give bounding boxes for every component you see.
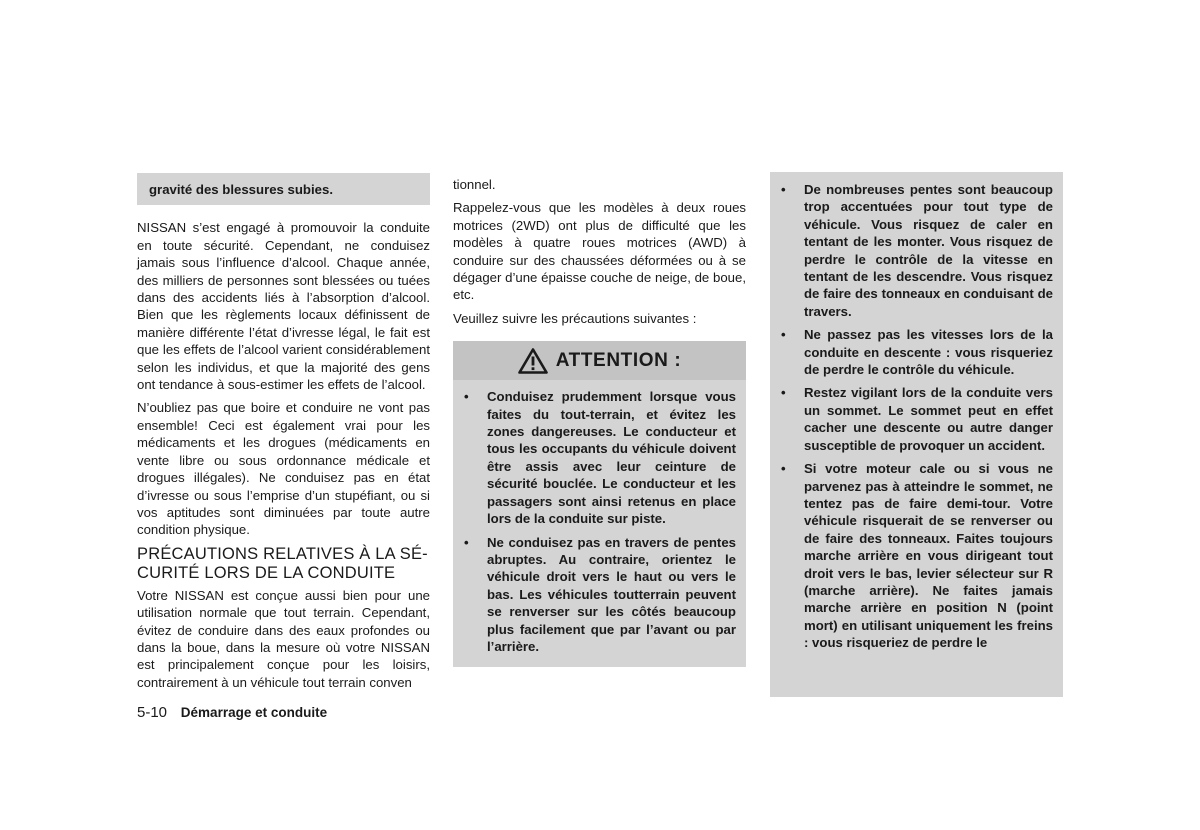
warning-header [453,341,746,380]
warning-title: ATTENTION : [555,350,682,372]
alcohol-paragraph: NISSAN s’est engagé à promouvoir la conduite en toute sécurité. Cependant, ne conduisez jamais sous l’influence d’alcool. Chaque année, des milliers de personnes sont blessées ou tuées dans des accidents liés à l’absorption d’alcool. Bien que les règlements locaux définissent de manière différente l’état d’ivresse légal, le fait est que les effets de l’alcool varient considérablement selon les individus, et que la majorité des gens ont tendance à sous-estimer les effets de l’alcool. [137,220,430,393]
offroad-intro-paragraph: Votre NISSAN est conçue aussi bien pour une utilisation normale que tout terrain. Cependant, évitez de conduire dans des eaux profondes ou dans la boue, dans la mesure où votre NISSAN est principalement conçue pour les loisirs, contrairement à un véhicule tout terrain conven [137,587,430,690]
left-column [137,173,430,697]
precautions-intro: Veuillez suivre les précautions suivantes : [453,310,697,326]
right-column-warning-box [770,172,1063,697]
list-item: • Conduisez prudemment lorsque vous faites du tout-terrain, et évitez les zones dangereuses. Le conducteur et tous les occupants du véhicule doivent être assis avec leur ceinture de sécurité bouclée. Le conducteur et les passagers sont ainsi retenus en place lors de la conduite sur piste. [453,388,736,527]
list-item: • Ne passez pas les vitesses lors de la conduite en descente : vous risqueriez de perdre le contrôle du véhicule. [770,326,1053,378]
page-number: 5-10 [137,704,168,721]
warning-triangle-icon [518,348,548,374]
continued-paragraph: tionnel. [453,177,496,192]
drugs-paragraph: N’oubliez pas que boire et conduire ne vont pas ensemble! Ceci est également vrai pour les médicaments et les drogues (médicaments en vente libre ou sous ordonnance médicale et drogues illégales). Ne conduisez pas en état d’ivresse ou sous l’emprise d’un stupéfiant, ou si vos aptitudes sont diminuées par toute autre condition physique. [137,400,430,538]
list-item: • De nombreuses pentes sont beaucoup trop accentuées pour tout type de véhicule. Vous risquez de caler en tentant de les monter. Vous risquez de perdre le contrôle de la vitesse en tentant de les descendre. Vous risquez de faire des tonneaux en conduisant de travers. [770,181,1053,320]
list-item: • Si votre moteur cale ou si vous ne parvenez pas à atteindre le sommet, ne tentez pas de faire demi-tour. Votre véhicule risquerait de se renverser ou de faire des tonneaux. Faites toujours marche arrière en vous dirigeant tout droit vers le bas, levier sélecteur sur R (marche arrière). Ne faites jamais marche arrière en position N (point mort) en utilisant uniquement les freins : vous risqueriez de perdre le [770,460,1053,651]
continued-note-band: gravité des blessures subies. [137,173,430,205]
warning-list-continued [770,172,1063,652]
warning-box [453,341,746,667]
list-item: • Ne conduisez pas en travers de pentes abruptes. Au contraire, orientez le véhicule droit vers le haut ou vers le bas. Les véhicules toutterrain peuvent se renverser sur les côtés beaucoup plus facilement que par l’avant ou par l’arrière. [453,534,736,656]
middle-column [453,176,746,667]
list-item: • Restez vigilant lors de la conduite vers un sommet. Le sommet peut en effet cacher une descente ou autre danger susceptible de provoquer un accident. [770,384,1053,454]
section-heading: PRÉCAUTIONS RELATIVES À LA SÉCURITÉ LORS DE LA CONDUITE [137,544,428,582]
warning-list [453,380,746,655]
section-title: Démarrage et conduite [180,705,328,720]
page-footer [137,704,327,721]
2wd-paragraph: Rappelez-vous que les modèles à deux roues motrices (2WD) ont plus de difficulté que les modèles à quatre roues motrices (AWD) à conduire sur des chaussées déformées ou à se dégager d’une épaisse couche de neige, de boue, etc. [453,200,746,303]
